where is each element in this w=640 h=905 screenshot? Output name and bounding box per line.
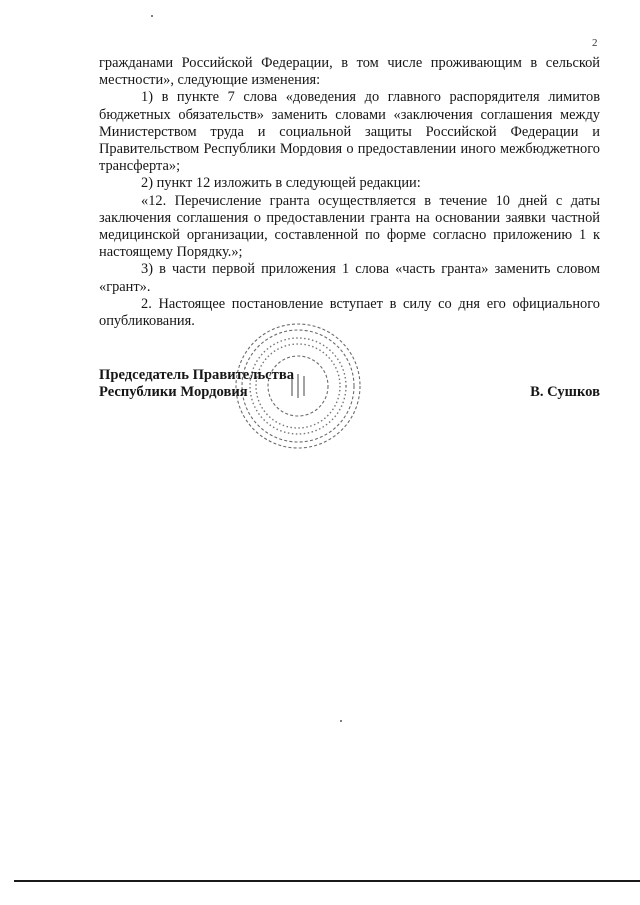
scan-speck bbox=[340, 720, 342, 722]
signer-title-line1: Председатель Правительства bbox=[99, 367, 295, 383]
paragraph-quote-12: «12. Перечисление гранта осуществляется в течение 10 дней с даты заключения соглашения о предоставлении гранта на основании заявки частной медицинской организации, составленной по форме согласно приложению 1 к настоящему Порядку.»; bbox=[99, 192, 600, 261]
paragraph-effective: 2. Настоящее постановление вступает в силу со дня его официального опубликования. bbox=[99, 295, 600, 330]
paragraph-item-3: 3) в части первой приложения 1 слова «часть гранта» заменить словом «грант». bbox=[99, 261, 600, 295]
paragraph-item-1: 1) в пункте 7 слова «доведения до главного распорядителя лимитов бюджетных обязательств» заменить словами «заключения соглашения между Министерством труда и социальной защиты Российской Федерации и Правительством Республики Мордовия о предоставлении иного межбюджетного трансферта»; bbox=[99, 89, 600, 175]
paragraph-continuation: гражданами Российской Федерации, в том числе проживающим в сельской местности», следующие изменения: bbox=[99, 55, 600, 89]
page-number: 2 bbox=[592, 37, 598, 49]
document-body bbox=[99, 55, 600, 330]
signer-name: В. Сушков bbox=[530, 384, 600, 400]
signature-block bbox=[99, 367, 600, 401]
signer-title-line2: Республики Мордовия bbox=[99, 384, 248, 401]
scan-speck bbox=[151, 15, 153, 17]
scan-edge-line bbox=[14, 880, 640, 882]
paragraph-item-2: 2) пункт 12 изложить в следующей редакции: bbox=[141, 175, 421, 192]
